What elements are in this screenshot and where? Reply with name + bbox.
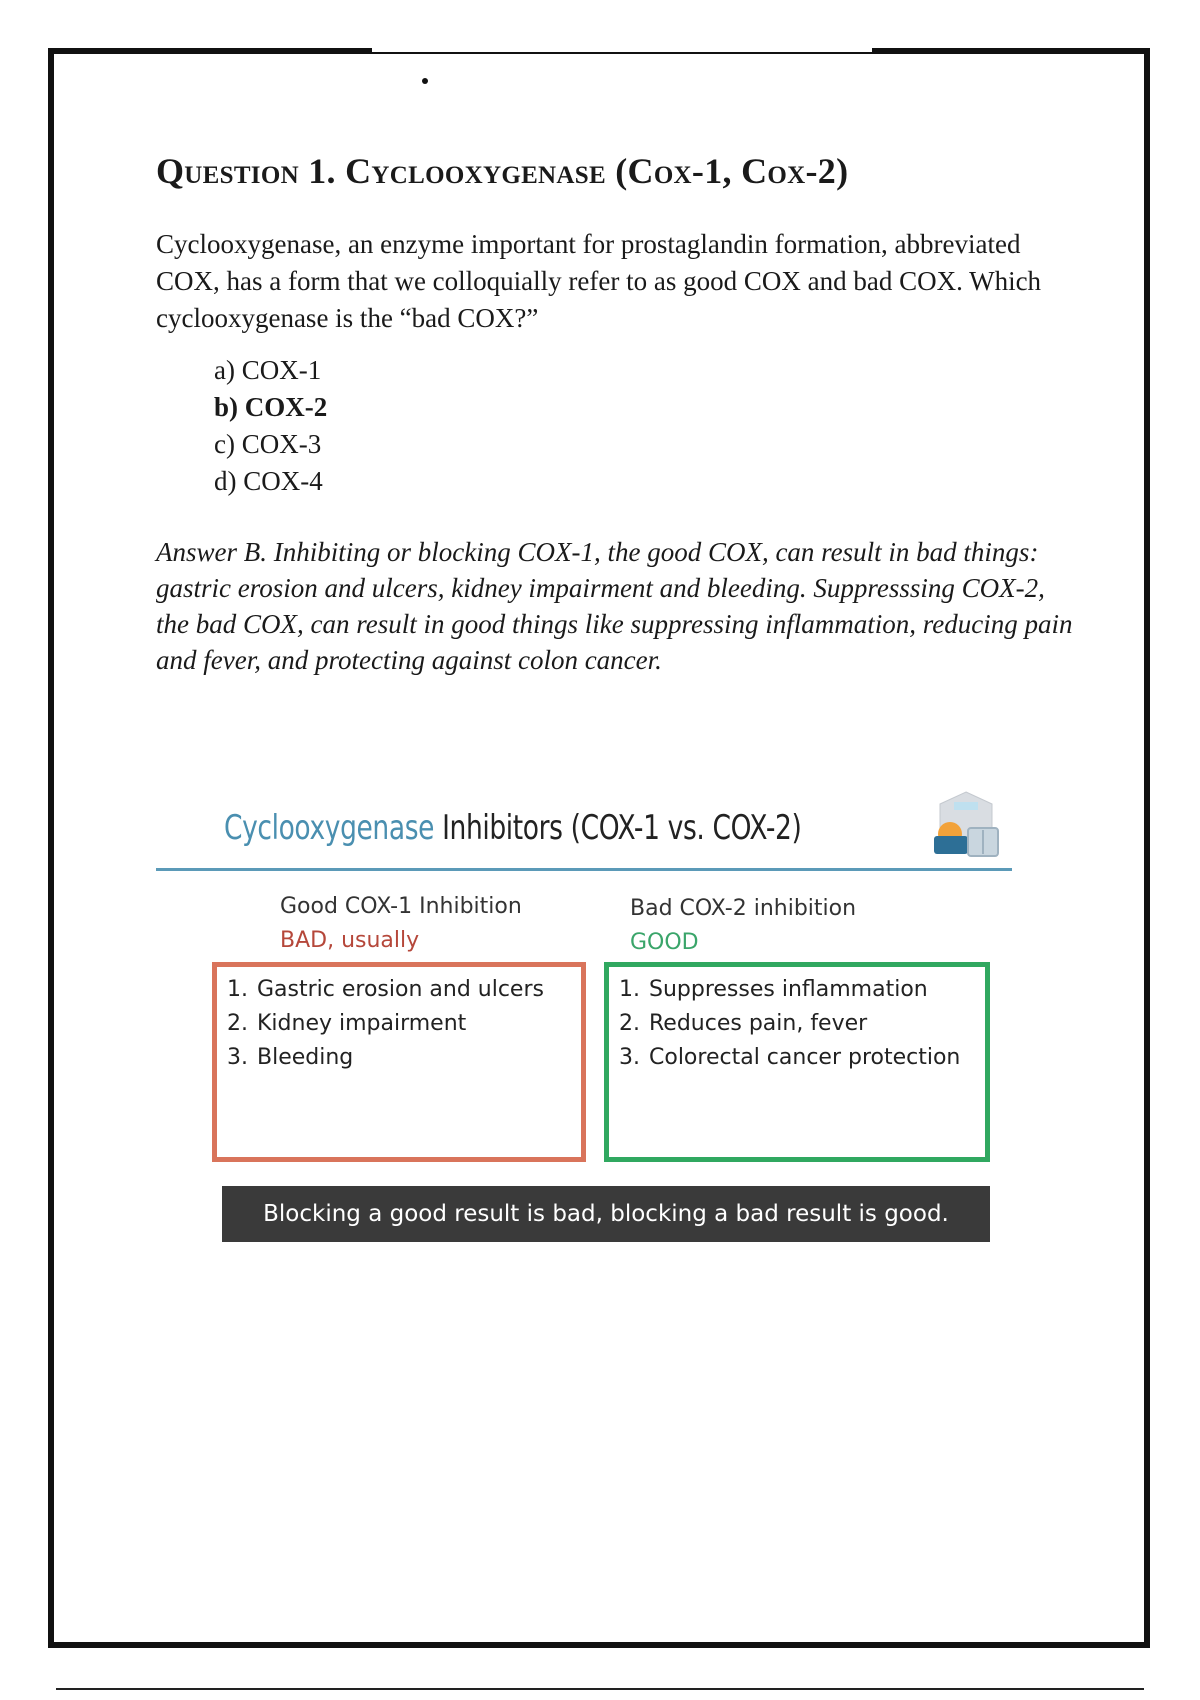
cox2-effects-box bbox=[604, 962, 990, 1162]
list-item: 2. Kidney impairment bbox=[255, 1007, 581, 1041]
list-item: 1. Suppresses inflammation bbox=[647, 973, 985, 1007]
bullet-dot bbox=[422, 78, 428, 84]
left-column-heading bbox=[280, 890, 522, 958]
option-a: a) COX-1 bbox=[214, 355, 322, 385]
option-c: c) COX-3 bbox=[214, 429, 322, 459]
option-b: b) COX-2 bbox=[214, 392, 328, 422]
cox-infographic bbox=[156, 790, 1012, 1250]
infographic-title-rest: Inhibitors (COX-1 vs. COX-2) bbox=[434, 808, 802, 848]
list-item: 1. Gastric erosion and ulcers bbox=[255, 973, 581, 1007]
answer-options bbox=[214, 352, 327, 500]
cox2-effects-list bbox=[617, 973, 985, 1075]
list-item: 2. Reduces pain, fever bbox=[647, 1007, 985, 1041]
right-subheading: GOOD bbox=[630, 930, 699, 955]
infographic-title-accent: Cyclooxygenase bbox=[224, 808, 435, 848]
infographic-title bbox=[224, 808, 801, 848]
summary-banner: Blocking a good result is bad, blocking a bad result is good. bbox=[222, 1186, 990, 1242]
right-heading-text: Bad COX-2 inhibition bbox=[630, 896, 857, 921]
list-item: 3. Colorectal cancer protection bbox=[647, 1041, 985, 1075]
infographic-divider bbox=[156, 868, 1012, 871]
left-heading-text: Good COX-1 Inhibition bbox=[280, 894, 522, 919]
question-text: Cyclooxygenase, an enzyme important for prostaglandin formation, abbreviated COX, has a form that we colloquially refer to as good COX and bad COX. Which cyclooxygenase is the “bad COX?” bbox=[156, 229, 1042, 333]
option-d: d) COX-4 bbox=[214, 466, 323, 496]
bottom-rule bbox=[56, 1688, 1144, 1690]
list-item: 3. Bleeding bbox=[255, 1041, 581, 1075]
cox1-effects-list bbox=[225, 973, 581, 1075]
question-title: Question 1. Cyclooxygenase (Cox-1, Cox-2) bbox=[156, 151, 849, 191]
books-sun-logo-icon bbox=[926, 790, 1006, 862]
right-column-heading bbox=[630, 892, 856, 960]
cox1-effects-box bbox=[212, 962, 586, 1162]
left-subheading: BAD, usually bbox=[280, 928, 420, 953]
answer-explanation: Answer B. Inhibiting or blocking COX-1, the good COX, can result in bad things: gastric erosion and ulcers, kidney impairment and bleeding. Suppresssing COX-2, the bad COX, can result in good things like suppressing inflammation, reducing pain and fever, and protecting against colon cancer. bbox=[156, 537, 1073, 675]
frame-top-gap bbox=[372, 44, 872, 52]
